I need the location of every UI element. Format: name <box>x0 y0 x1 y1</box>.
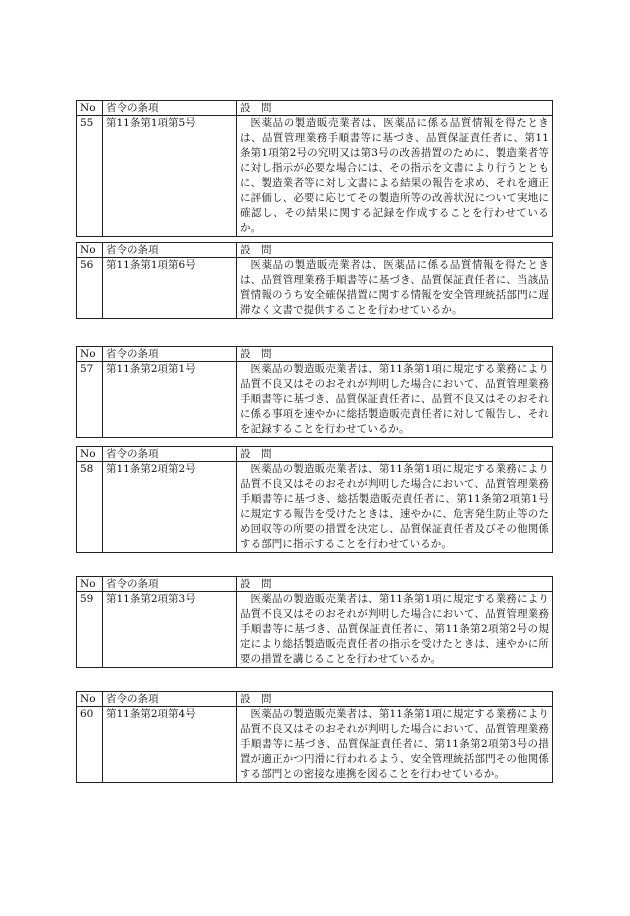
header-article: 省令の条項 <box>103 101 237 116</box>
header-no: No <box>77 101 103 116</box>
row-article: 第11条第2項第3号 <box>103 592 237 668</box>
header-article: 省令の条項 <box>103 692 237 707</box>
header-no: No <box>77 347 103 362</box>
row-article: 第11条第2項第4号 <box>103 707 237 783</box>
table-header-row <box>77 101 553 116</box>
row-question: 医薬品の製造販売業者は、医薬品に係る品質情報を得たときは、品質管理業務手順書等に基づき、品質保証責任者に、当該品質情報のうち安全確保措置に関する情報を安全管理統括部門に遅滞なく文書で提供することを行わせているか。 <box>237 258 553 319</box>
header-question: 設 問 <box>237 577 553 592</box>
table-row <box>77 258 553 319</box>
row-question: 医薬品の製造販売業者は、医薬品に係る品質情報を得たときは、品質管理業務手順書等に基づき、品質保証責任者に、第11条第1項第2号の究明又は第3号の改善措置のために、製造業者等に対し指示が必要な場合には、その指示を文書により行うとともに、製造業者等に対し文書による結果の報告を求め、それを適正に評価し、必要に応じてその製造所等の改善状況について実地に確認し、その結果に関する記録を作成することを行わせているか。 <box>237 116 553 237</box>
table-header-row <box>77 577 553 592</box>
question-table-56 <box>76 242 553 319</box>
row-question: 医薬品の製造販売業者は、第11条第1項に規定する業務により品質不良又はそのおそれが判明した場合において、品質管理業務手順書等に基づき、総括製造販売責任者に、第11条第2項第1号に規定する報告を受けたときは、速やかに、危害発生防止等のため回収等の所要の措置を決定し、品質保証責任者及びその他関係する部門に指示することを行わせているか。 <box>237 462 553 553</box>
row-no: 57 <box>77 362 103 438</box>
header-question: 設 問 <box>237 447 553 462</box>
question-table-55 <box>76 100 553 237</box>
row-article: 第11条第1項第5号 <box>103 116 237 237</box>
row-article: 第11条第1項第6号 <box>103 258 237 319</box>
table-header-row <box>77 243 553 258</box>
row-no: 58 <box>77 462 103 553</box>
header-no: No <box>77 243 103 258</box>
row-article: 第11条第2項第2号 <box>103 462 237 553</box>
table-row <box>77 707 553 783</box>
table-row <box>77 116 553 237</box>
header-question: 設 問 <box>237 692 553 707</box>
question-table-60 <box>76 691 553 783</box>
table-row <box>77 362 553 438</box>
row-question: 医薬品の製造販売業者は、第11条第1項に規定する業務により品質不良又はそのおそれが判明した場合において、品質管理業務手順書等に基づき、品質保証責任者に、品質不良又はそのおそれに係る事項を速やかに総括製造販売責任者に対して報告し、それを記録することを行わせているか。 <box>237 362 553 438</box>
header-question: 設 問 <box>237 101 553 116</box>
row-question: 医薬品の製造販売業者は、第11条第1項に規定する業務により品質不良又はそのおそれが判明した場合において、品質管理業務手順書等に基づき、品質保証責任者に、第11条第2項第2号の規定により総括製造販売責任者の指示を受けたときは、速やかに所要の措置を講じることを行わせているか。 <box>237 592 553 668</box>
header-no: No <box>77 577 103 592</box>
table-header-row <box>77 347 553 362</box>
row-no: 55 <box>77 116 103 237</box>
row-no: 59 <box>77 592 103 668</box>
table-header-row <box>77 447 553 462</box>
row-no: 56 <box>77 258 103 319</box>
row-article: 第11条第2項第1号 <box>103 362 237 438</box>
question-table-57 <box>76 346 553 438</box>
table-row <box>77 462 553 553</box>
question-table-58 <box>76 446 553 553</box>
header-article: 省令の条項 <box>103 447 237 462</box>
header-article: 省令の条項 <box>103 347 237 362</box>
header-no: No <box>77 692 103 707</box>
table-row <box>77 592 553 668</box>
header-no: No <box>77 447 103 462</box>
header-article: 省令の条項 <box>103 577 237 592</box>
header-question: 設 問 <box>237 243 553 258</box>
table-header-row <box>77 692 553 707</box>
header-question: 設 問 <box>237 347 553 362</box>
header-article: 省令の条項 <box>103 243 237 258</box>
row-no: 60 <box>77 707 103 783</box>
question-table-59 <box>76 576 553 668</box>
row-question: 医薬品の製造販売業者は、第11条第1項に規定する業務により品質不良又はそのおそれが判明した場合において、品質管理業務手順書等に基づき、品質保証責任者に、第11条第2項第3号の措置が適正かつ円滑に行われるよう、安全管理統括部門その他関係する部門との密接な連携を図ることを行わせているか。 <box>237 707 553 783</box>
